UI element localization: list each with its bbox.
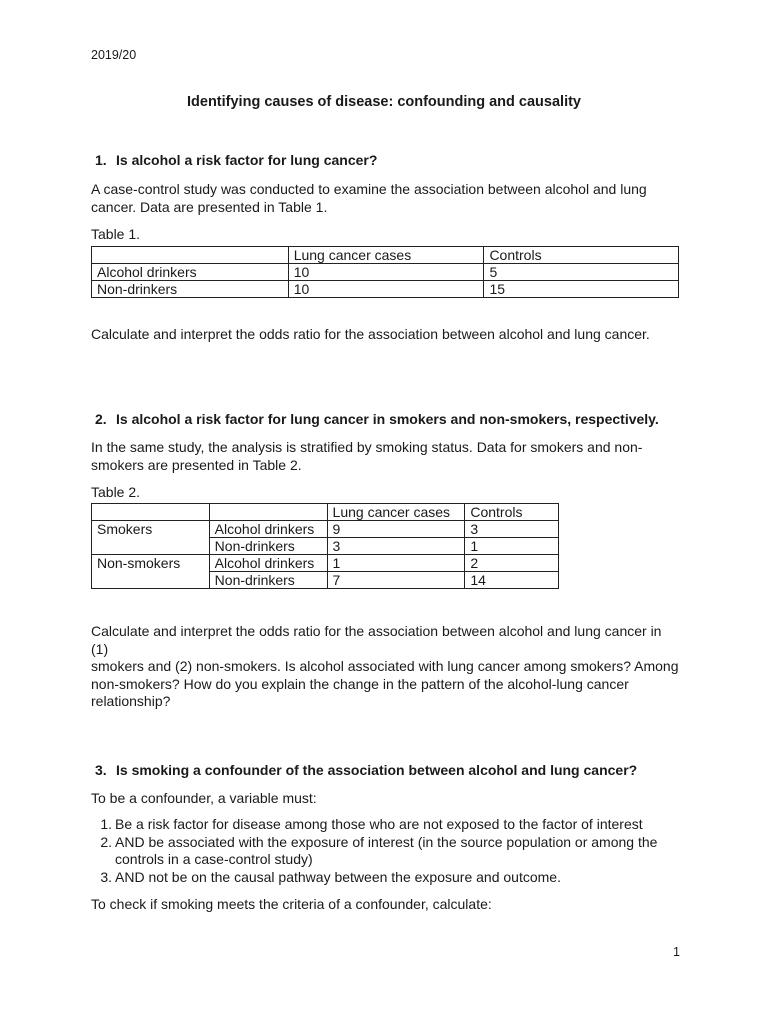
- table-cell: 5: [484, 264, 679, 281]
- table-2: [91, 503, 559, 589]
- section-1-title: Is alcohol a risk factor for lung cancer?: [116, 152, 378, 168]
- table-cell: [92, 504, 210, 521]
- list-item: [91, 816, 691, 834]
- section-1-intro-line: cancer. Data are presented in Table 1.: [91, 198, 328, 215]
- section-2-number: 2.: [95, 411, 107, 427]
- table-cell: 3: [465, 521, 559, 538]
- table-cell: 10: [288, 264, 484, 281]
- table-1-caption: Table 1.: [91, 226, 141, 242]
- list-item-number: 1.: [100, 816, 112, 832]
- table-row-label: Non-drinkers: [209, 572, 327, 589]
- table-cell: 10: [288, 281, 484, 298]
- table-cell: 15: [484, 281, 679, 298]
- section-3-intro: To be a confounder, a variable must:: [91, 790, 317, 806]
- section-3-number: 3.: [95, 762, 107, 778]
- section-3-closing: To check if smoking meets the criteria of a confounder, calculate:: [91, 896, 492, 912]
- section-2-question-line: non-smokers? How do you explain the change in the pattern of the alcohol-lung cancer: [91, 675, 629, 692]
- section-3-title: Is smoking a confounder of the association between alcohol and lung cancer?: [116, 762, 638, 778]
- table-row-label: Alcohol drinkers: [209, 555, 327, 572]
- section-1-number: 1.: [95, 152, 107, 168]
- list-item: [91, 869, 691, 887]
- table-row-label: Alcohol drinkers: [92, 264, 289, 281]
- confounder-criteria-list: [91, 816, 691, 886]
- table-row: [92, 504, 559, 521]
- table-group-label: Non-smokers: [92, 555, 210, 589]
- table-group-label: Smokers: [92, 521, 210, 555]
- list-item-number: 3.: [100, 868, 112, 885]
- section-2-intro: [91, 439, 681, 474]
- section-1-intro-line: A case-control study was conducted to examine the association between alcohol and lung: [91, 181, 647, 197]
- table-2-caption: Table 2.: [91, 484, 141, 500]
- table-row-label: Alcohol drinkers: [209, 521, 327, 538]
- section-2-question-line: relationship?: [91, 693, 171, 709]
- table-header-cell: Lung cancer cases: [327, 504, 465, 521]
- table-cell: 7: [327, 572, 465, 589]
- section-2-question: [91, 623, 681, 711]
- table-row: [92, 521, 559, 538]
- table-header-cell: Controls: [465, 504, 559, 521]
- table-cell: 1: [465, 538, 559, 555]
- section-2-question-line: Calculate and interpret the odds ratio for the association between alcohol and lung cancer in (1): [91, 623, 662, 657]
- section-1-question: Calculate and interpret the odds ratio for the association between alcohol and lung cancer.: [91, 326, 650, 342]
- section-2-question-line: smokers and (2) non-smokers. Is alcohol associated with lung cancer among smokers? Among: [91, 658, 679, 674]
- page-number: 1: [673, 945, 680, 959]
- table-row-label: Non-drinkers: [92, 281, 289, 298]
- document-year: 2019/20: [91, 48, 137, 62]
- section-2-intro-line: In the same study, the analysis is stratified by smoking status. Data for smokers and non-: [91, 439, 643, 455]
- table-cell: 1: [327, 555, 465, 572]
- list-item: [91, 834, 691, 869]
- document-title: Identifying causes of disease: confounding and causality: [187, 94, 581, 110]
- table-cell: 14: [465, 572, 559, 589]
- table-header-cell: Controls: [484, 247, 679, 264]
- table-cell: [209, 504, 327, 521]
- section-2-heading: [95, 411, 659, 427]
- table-cell: [92, 247, 289, 264]
- list-item-number: 2.: [100, 833, 112, 850]
- table-row: [92, 555, 559, 572]
- section-2-intro-line: smokers are presented in Table 2.: [91, 456, 302, 473]
- table-row-label: Non-drinkers: [209, 538, 327, 555]
- table-row: [92, 247, 679, 264]
- list-item-text: AND not be on the causal pathway between the exposure and outcome.: [115, 868, 561, 885]
- section-1-intro: [91, 181, 681, 216]
- table-cell: 3: [327, 538, 465, 555]
- table-header-cell: Lung cancer cases: [288, 247, 484, 264]
- table-1: [91, 246, 679, 298]
- list-item-text: AND be associated with the exposure of interest (in the source population or among the: [115, 833, 658, 850]
- table-cell: 9: [327, 521, 465, 538]
- list-item-text: controls in a case-control study): [115, 851, 313, 867]
- section-3-heading: [95, 762, 638, 778]
- list-item-text: Be a risk factor for disease among those who are not exposed to the factor of interest: [115, 816, 643, 832]
- table-row: [92, 281, 679, 298]
- table-cell: 2: [465, 555, 559, 572]
- table-row: [92, 264, 679, 281]
- section-1-heading: [95, 152, 378, 168]
- section-2-title: Is alcohol a risk factor for lung cancer in smokers and non-smokers, respectively.: [116, 411, 659, 427]
